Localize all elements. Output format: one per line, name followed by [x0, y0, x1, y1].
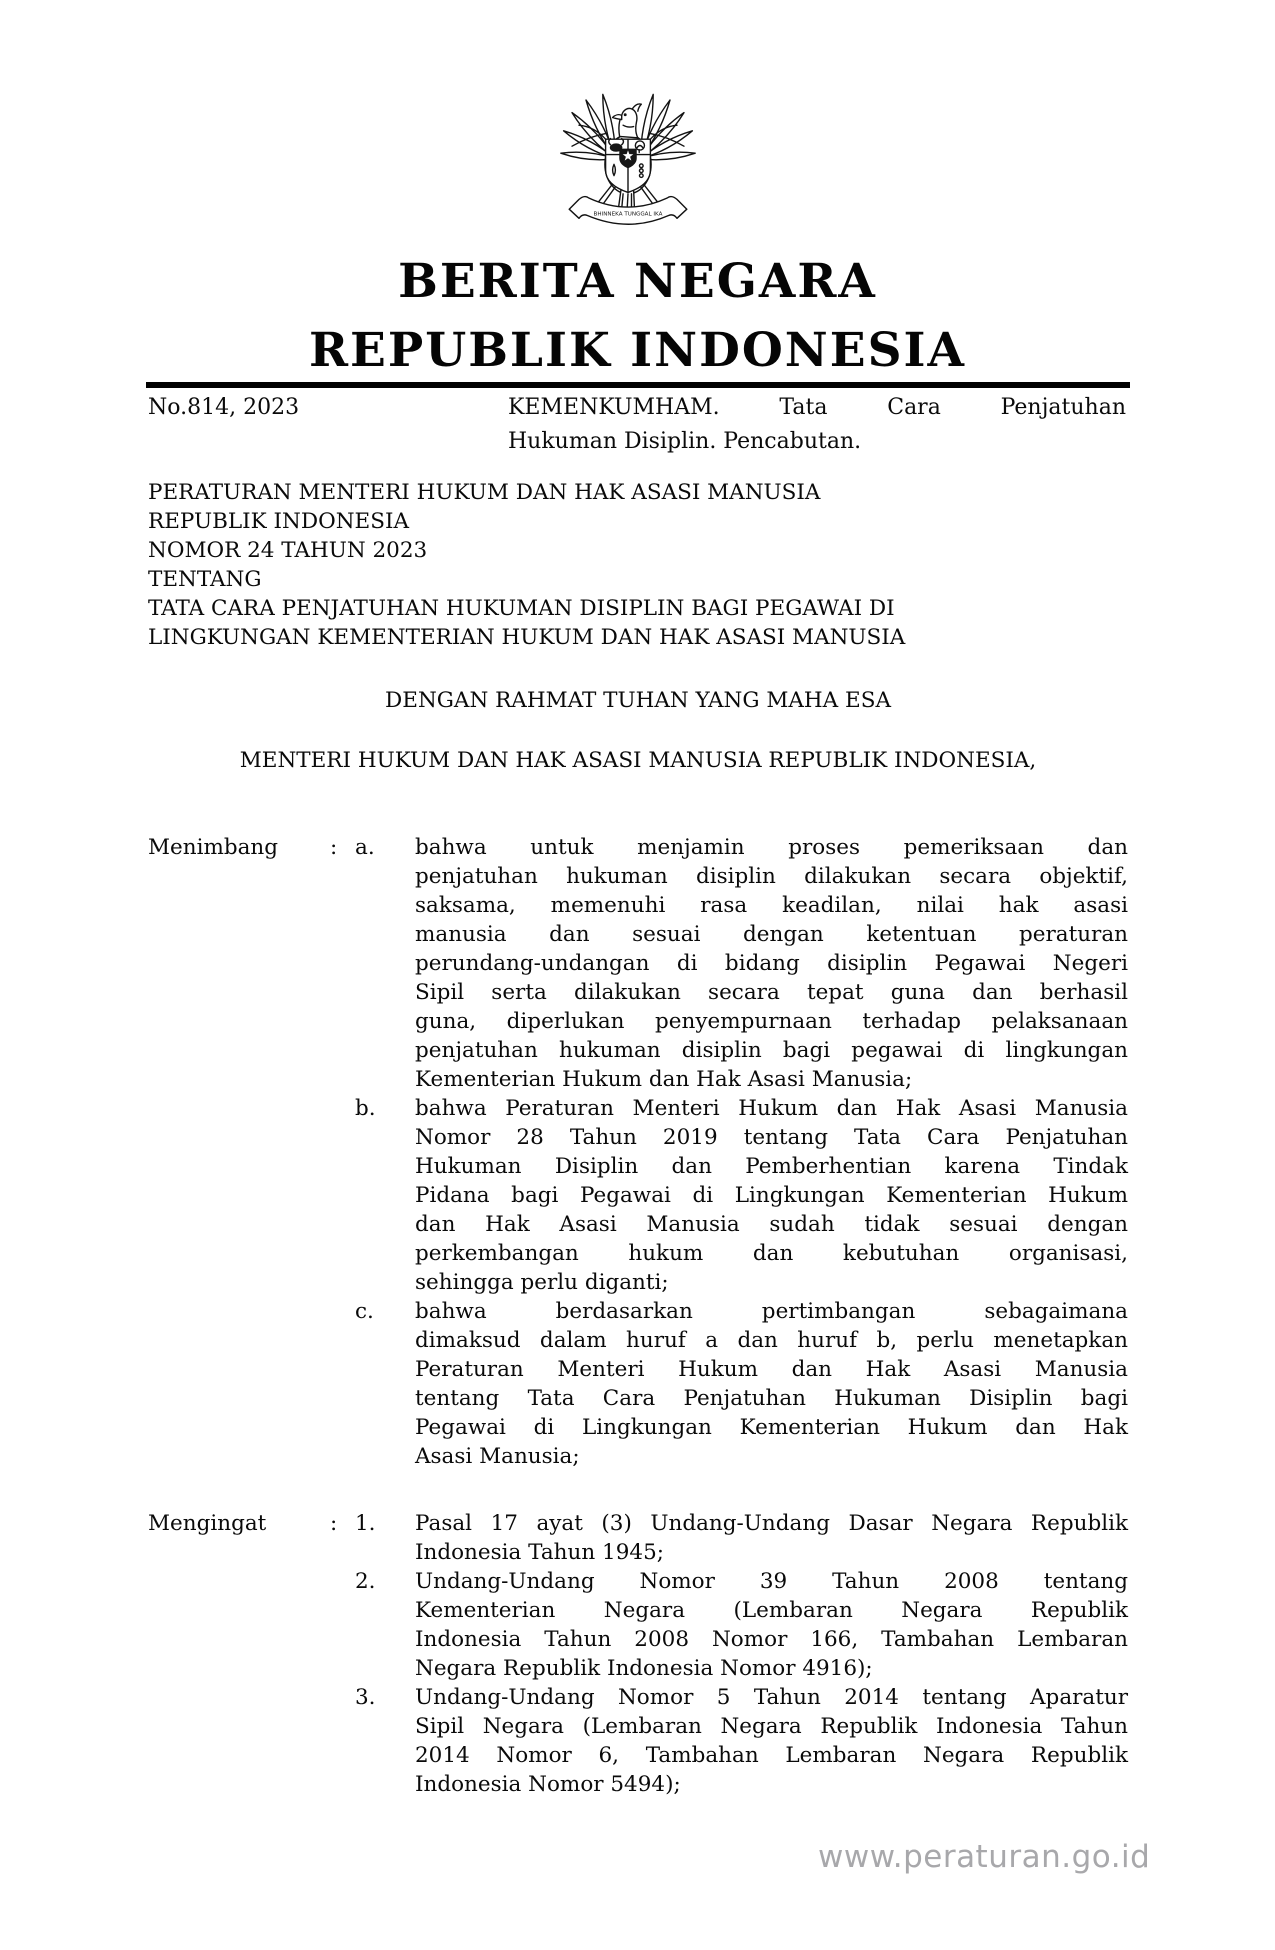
text-line: Hukuman Disiplin. Pencabutan. — [508, 429, 862, 454]
item-marker: 2. — [355, 1569, 376, 1594]
item-body — [415, 1094, 1128, 1297]
text-line: TENTANG — [148, 567, 262, 592]
text-line: Kementerian Negara (Lembaran Negara Republik — [415, 1598, 1128, 1623]
regulation-title-block — [148, 478, 1128, 652]
text-line: Indonesia Tahun 1945; — [415, 1540, 665, 1565]
text-line: dan Hak Asasi Manusia sudah tidak sesuai dengan — [415, 1212, 1128, 1237]
text-line: Pidana bagi Pegawai di Lingkungan Kementerian Hukum — [415, 1183, 1128, 1208]
invocation-line: DENGAN RAHMAT TUHAN YANG MAHA ESA — [385, 688, 891, 713]
text-line: manusia dan sesuai dengan ketentuan peraturan — [415, 922, 1128, 947]
text-line: Undang-Undang Nomor 39 Tahun 2008 tentang — [415, 1569, 1128, 1594]
subject-abstract — [508, 391, 1126, 459]
item-body — [415, 833, 1128, 1094]
text-line: Peraturan Menteri Hukum dan Hak Asasi Manusia — [415, 1357, 1128, 1382]
text-line: PERATURAN MENTERI HUKUM DAN HAK ASASI MANUSIA — [148, 480, 821, 505]
text-line: Undang-Undang Nomor 5 Tahun 2014 tentang Aparatur — [415, 1685, 1128, 1710]
item-body — [415, 1683, 1128, 1799]
garuda-pancasila-emblem-icon — [551, 84, 705, 242]
list-item — [355, 833, 1128, 1094]
item-body — [415, 1297, 1128, 1471]
list-item — [355, 1683, 1128, 1799]
item-marker: 3. — [355, 1685, 376, 1710]
text-line: NOMOR 24 TAHUN 2023 — [148, 538, 428, 563]
list-item — [355, 1297, 1128, 1471]
legal-basis-label: Mengingat — [148, 1511, 267, 1536]
text-line: Asasi Manusia; — [415, 1444, 580, 1469]
masthead-subtitle: REPUBLIK INDONESIA — [308, 323, 966, 378]
masthead-title: BERITA NEGARA — [398, 254, 877, 309]
text-line: dimaksud dalam huruf a dan huruf b, perlu menetapkan — [415, 1328, 1128, 1353]
authority-line: MENTERI HUKUM DAN HAK ASASI MANUSIA REPUBLIK INDONESIA, — [239, 748, 1037, 773]
issue-number: No.814, 2023 — [148, 395, 300, 420]
text-line: tentang Tata Cara Penjatuhan Hukuman Disiplin bagi — [415, 1386, 1128, 1411]
item-marker: a. — [355, 835, 375, 860]
text-line: bahwa untuk menjamin proses pemeriksaan dan — [415, 835, 1128, 860]
text-line: LINGKUNGAN KEMENTERIAN HUKUM DAN HAK ASASI MANUSIA — [148, 625, 906, 650]
list-item — [355, 1509, 1128, 1567]
considerations-label: Menimbang — [148, 835, 279, 860]
considerations-section — [148, 833, 1128, 1471]
eagle-head — [613, 104, 642, 138]
considerations-colon: : — [330, 835, 338, 860]
legal-basis-items — [355, 1509, 1128, 1799]
text-line: Sipil serta dilakukan secara tepat guna dan berhasil — [415, 980, 1128, 1005]
legal-basis-colon: : — [330, 1511, 338, 1536]
text-line: Indonesia Tahun 2008 Nomor 166, Tambahan Lembaran — [415, 1627, 1128, 1652]
list-item — [355, 1094, 1128, 1297]
text-line: REPUBLIK INDONESIA — [148, 509, 409, 534]
text-line: Pasal 17 ayat (3) Undang-Undang Dasar Negara Republik — [415, 1511, 1128, 1536]
list-item — [355, 1567, 1128, 1683]
item-marker: b. — [355, 1096, 376, 1121]
motto-text: BHINNEKA TUNGGAL IKA — [593, 211, 663, 218]
text-line: Nomor 28 Tahun 2019 tentang Tata Cara Penjatuhan — [415, 1125, 1128, 1150]
text-line: Hukuman Disiplin dan Pemberhentian karena Tindak — [415, 1154, 1128, 1179]
text-line: Negara Republik Indonesia Nomor 4916); — [415, 1656, 873, 1681]
text-line: perkembangan hukum dan kebutuhan organisasi, — [415, 1241, 1128, 1266]
text-line: sehingga perlu diganti; — [415, 1270, 669, 1295]
text-line: KEMENKUMHAM. Tata Cara Penjatuhan — [508, 395, 1126, 420]
text-line: penjatuhan hukuman disiplin dilakukan secara objektif, — [415, 864, 1128, 889]
item-marker: 1. — [355, 1511, 376, 1536]
legal-basis-section — [148, 1509, 1128, 1799]
text-line: bahwa Peraturan Menteri Hukum dan Hak Asasi Manusia — [415, 1096, 1128, 1121]
item-marker: c. — [355, 1299, 374, 1324]
item-body — [415, 1567, 1128, 1683]
text-line: Indonesia Nomor 5494); — [415, 1772, 681, 1797]
masthead-rule — [146, 382, 1130, 388]
text-line: Kementerian Hukum dan Hak Asasi Manusia; — [415, 1067, 913, 1092]
text-line: guna, diperlukan penyempurnaan terhadap pelaksanaan — [415, 1009, 1128, 1034]
pancasila-shield — [606, 139, 651, 193]
text-line: bahwa berdasarkan pertimbangan sebagaimana — [415, 1299, 1128, 1324]
item-body — [415, 1509, 1128, 1567]
watermark-url: www.peraturan.go.id — [818, 1839, 1151, 1875]
text-line: saksama, memenuhi rasa keadilan, nilai hak asasi — [415, 893, 1128, 918]
text-line: Sipil Negara (Lembaran Negara Republik Indonesia Tahun — [415, 1714, 1128, 1739]
considerations-items — [355, 833, 1128, 1471]
text-line: 2014 Nomor 6, Tambahan Lembaran Negara Republik — [415, 1743, 1128, 1768]
text-line: TATA CARA PENJATUHAN HUKUMAN DISIPLIN BAGI PEGAWAI DI — [148, 596, 895, 621]
text-line: perundang-undangan di bidang disiplin Pegawai Negeri — [415, 951, 1128, 976]
text-line: Pegawai di Lingkungan Kementerian Hukum dan Hak — [415, 1415, 1128, 1440]
text-line: penjatuhan hukuman disiplin bagi pegawai di lingkungan — [415, 1038, 1128, 1063]
